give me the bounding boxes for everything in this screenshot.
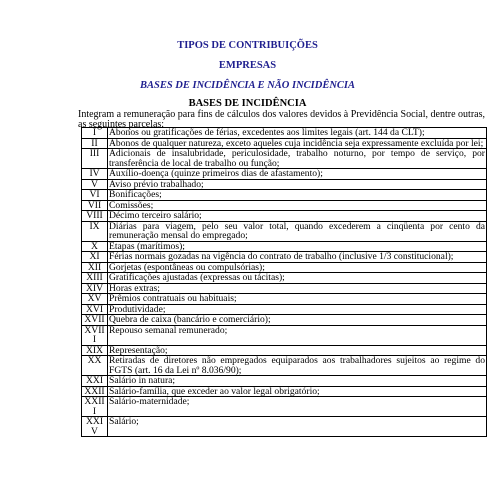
row-text: Décimo terceiro salário; <box>108 211 487 222</box>
row-number: VIII <box>82 211 108 222</box>
table-row <box>82 149 487 169</box>
row-text: Prêmios contratuais ou habituais; <box>108 294 487 305</box>
row-text: Gratificações ajustadas (expressas ou tácitas); <box>108 273 487 284</box>
row-text: Salário-maternidade; <box>108 397 487 417</box>
row-text: Auxílio-doença (quinze primeiros dias de afastamento); <box>108 169 487 180</box>
row-number: XIX <box>82 345 108 356</box>
document-title: TIPOS DE CONTRIBUIÇÕES <box>177 40 318 51</box>
row-text: Produtividade; <box>108 304 487 315</box>
row-number: XIV <box>82 283 108 294</box>
row-text: Quebra de caixa (bancário e comerciário); <box>108 315 487 326</box>
intro-paragraph: Integram a remuneração para fins de cálculos dos valores devidos à Previdência Social, dentre outras, as seguintes parcelas: <box>78 109 485 130</box>
row-text: Férias normais gozadas na vigência do contrato de trabalho (inclusive 1/3 constitucional); <box>108 252 487 263</box>
incidence-table <box>81 127 487 437</box>
table-row <box>82 138 487 149</box>
row-text: Aviso prévio trabalhado; <box>108 179 487 190</box>
table-row <box>82 262 487 273</box>
table-row <box>82 294 487 305</box>
table-row <box>82 179 487 190</box>
row-text: Salário in natura; <box>108 376 487 387</box>
row-text: Repouso semanal remunerado; <box>108 325 487 345</box>
table-row <box>82 417 487 437</box>
row-text: Etapas (marítimos); <box>108 241 487 252</box>
row-text: Gorjetas (espontâneas ou compulsórias); <box>108 262 487 273</box>
row-number: X <box>82 241 108 252</box>
row-text: Salário-família, que exceder ao valor legal obrigatório; <box>108 386 487 397</box>
row-number: III <box>82 149 108 169</box>
table-row <box>82 200 487 211</box>
table-row <box>82 190 487 201</box>
document-subtitle: EMPRESAS <box>218 60 277 71</box>
table-row <box>82 376 487 387</box>
row-number: VI <box>82 190 108 201</box>
row-number: XII <box>82 262 108 273</box>
row-text: Abonos de qualquer natureza, exceto aqueles cuja incidência seja expressamente excluída por lei; <box>108 138 487 149</box>
table-row <box>82 356 487 376</box>
table-row <box>82 283 487 294</box>
row-number: II <box>82 138 108 149</box>
row-number: XVI <box>82 304 108 315</box>
row-number: I <box>82 128 108 139</box>
row-text: Salário; <box>108 417 487 437</box>
row-number: XXIII <box>82 397 108 417</box>
row-number: IX <box>82 221 108 241</box>
table-row <box>82 273 487 284</box>
row-number: XX <box>82 356 108 376</box>
row-text: Diárias para viagem, pelo seu valor total, quando excederem a cinqüenta por cento da remuneração mensal do empregado; <box>109 220 485 241</box>
row-text: Abonos ou gratificações de férias, excedentes aos limites legais (art. 144 da CLT); <box>108 128 487 139</box>
row-number: XI <box>82 252 108 263</box>
row-number: XVIII <box>82 325 108 345</box>
row-number: IV <box>82 169 108 180</box>
table-row <box>82 169 487 180</box>
row-text: Retiradas de diretores não empregados equiparados aos trabalhadores sujeitos ao regime do FGTS (art. 16 da Lei nº 8.036/90); <box>109 355 485 376</box>
row-number: XXII <box>82 386 108 397</box>
table-row <box>82 304 487 315</box>
table-row <box>82 221 487 241</box>
row-text: Bonificações; <box>108 190 487 201</box>
table-row <box>82 345 487 356</box>
row-number: XVII <box>82 315 108 326</box>
table-row <box>82 325 487 345</box>
table-row <box>82 397 487 417</box>
table-row <box>82 211 487 222</box>
subsection-title: BASES DE INCIDÊNCIA <box>188 98 307 109</box>
table-row <box>82 252 487 263</box>
section-title: BASES DE INCIDÊNCIA E NÃO INCIDÊNCIA <box>139 80 356 91</box>
table-row <box>82 386 487 397</box>
row-number: XXI <box>82 376 108 387</box>
table-row <box>82 241 487 252</box>
row-text: Adicionais de insalubridade, periculosidade, trabalho noturno, por tempo de serviço, por transferência de local de trabalho ou função; <box>109 148 485 169</box>
row-number: XXIV <box>82 417 108 437</box>
row-number: V <box>82 179 108 190</box>
row-text: Horas extras; <box>108 283 487 294</box>
row-number: XV <box>82 294 108 305</box>
table-row <box>82 128 487 139</box>
table-row <box>82 315 487 326</box>
row-number: VII <box>82 200 108 211</box>
row-number: XIII <box>82 273 108 284</box>
row-text: Comissões; <box>108 200 487 211</box>
row-text: Representação; <box>108 345 487 356</box>
